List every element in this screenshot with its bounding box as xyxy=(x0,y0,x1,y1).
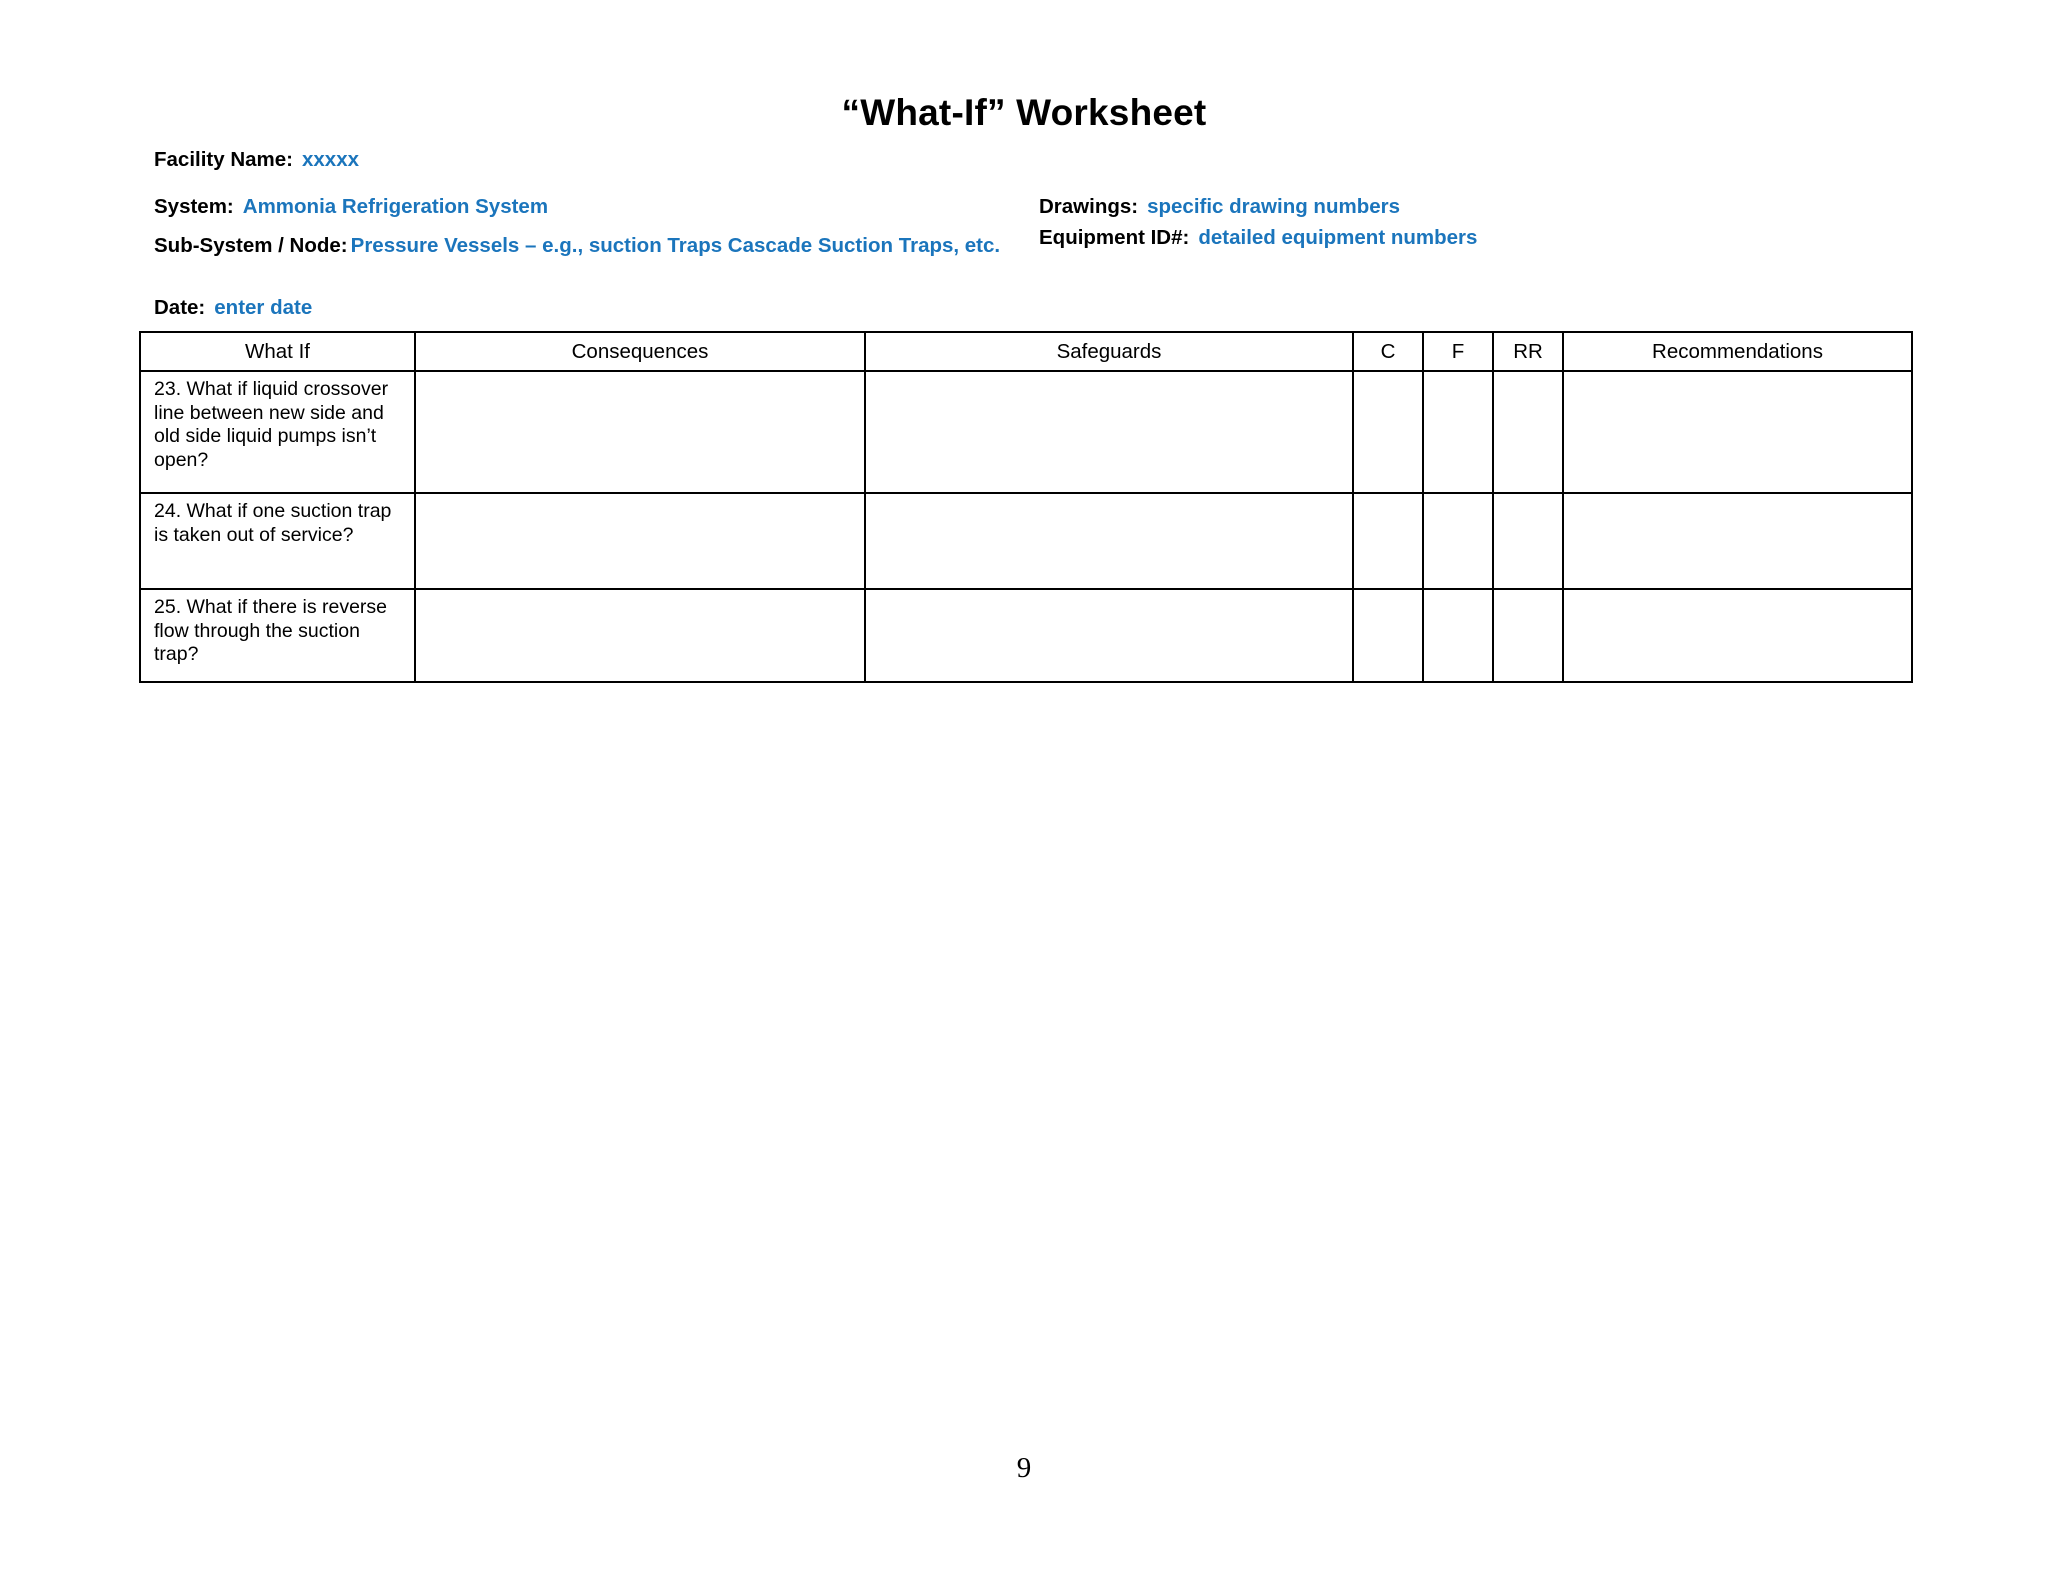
rr-cell xyxy=(1493,493,1563,589)
f-cell xyxy=(1423,493,1493,589)
drawings-label: Drawings: xyxy=(1039,195,1139,218)
date-label: Date: xyxy=(154,296,206,319)
what-if-table xyxy=(139,331,1913,683)
rr-cell xyxy=(1493,589,1563,682)
header-consequences: Consequences xyxy=(415,332,865,371)
equipment-id-value: detailed equipment numbers xyxy=(1198,226,1478,249)
what-if-cell: 23. What if liquid crossover line between new side and old side liquid pumps isn’t open? xyxy=(140,371,415,493)
c-cell xyxy=(1353,589,1423,682)
c-cell xyxy=(1353,371,1423,493)
table-row xyxy=(140,493,1912,589)
what-if-cell: 25. What if there is reverse flow through the suction trap? xyxy=(140,589,415,682)
header-f: F xyxy=(1423,332,1493,371)
rr-cell xyxy=(1493,371,1563,493)
header-safeguards: Safeguards xyxy=(865,332,1353,371)
consequences-cell xyxy=(415,493,865,589)
header-what-if: What If xyxy=(140,332,415,371)
what-if-cell: 24. What if one suction trap is taken out of service? xyxy=(140,493,415,589)
consequences-cell xyxy=(415,371,865,493)
drawings-field xyxy=(1039,195,1400,219)
system-field xyxy=(154,195,548,219)
page-number: 9 xyxy=(1016,1452,1032,1484)
drawings-value: specific drawing numbers xyxy=(1147,195,1401,218)
header-c: C xyxy=(1353,332,1423,371)
subsystem-field xyxy=(154,234,1034,258)
safeguards-cell xyxy=(865,589,1353,682)
system-value: Ammonia Refrigeration System xyxy=(242,195,549,218)
facility-name-value: xxxxx xyxy=(302,148,360,171)
table-header-row xyxy=(140,332,1912,371)
date-field xyxy=(154,296,312,320)
f-cell xyxy=(1423,371,1493,493)
header-rr: RR xyxy=(1493,332,1563,371)
facility-name-label: Facility Name: xyxy=(154,148,293,171)
recommendations-cell xyxy=(1563,371,1912,493)
safeguards-cell xyxy=(865,371,1353,493)
worksheet-title: “What-If” Worksheet xyxy=(841,92,1207,133)
table-row xyxy=(140,589,1912,682)
safeguards-cell xyxy=(865,493,1353,589)
recommendations-cell xyxy=(1563,589,1912,682)
system-label: System: xyxy=(154,195,234,218)
subsystem-value: Pressure Vessels – e.g., suction Traps Cascade Suction Traps, etc. xyxy=(350,234,1001,257)
equipment-id-field xyxy=(1039,226,1477,250)
f-cell xyxy=(1423,589,1493,682)
date-value: enter date xyxy=(214,296,313,319)
recommendations-cell xyxy=(1563,493,1912,589)
equipment-id-label: Equipment ID#: xyxy=(1039,226,1190,249)
facility-name-field xyxy=(154,148,359,172)
consequences-cell xyxy=(415,589,865,682)
table-row xyxy=(140,371,1912,493)
subsystem-label: Sub-System / Node: xyxy=(154,234,348,257)
header-recommendations: Recommendations xyxy=(1563,332,1912,371)
c-cell xyxy=(1353,493,1423,589)
